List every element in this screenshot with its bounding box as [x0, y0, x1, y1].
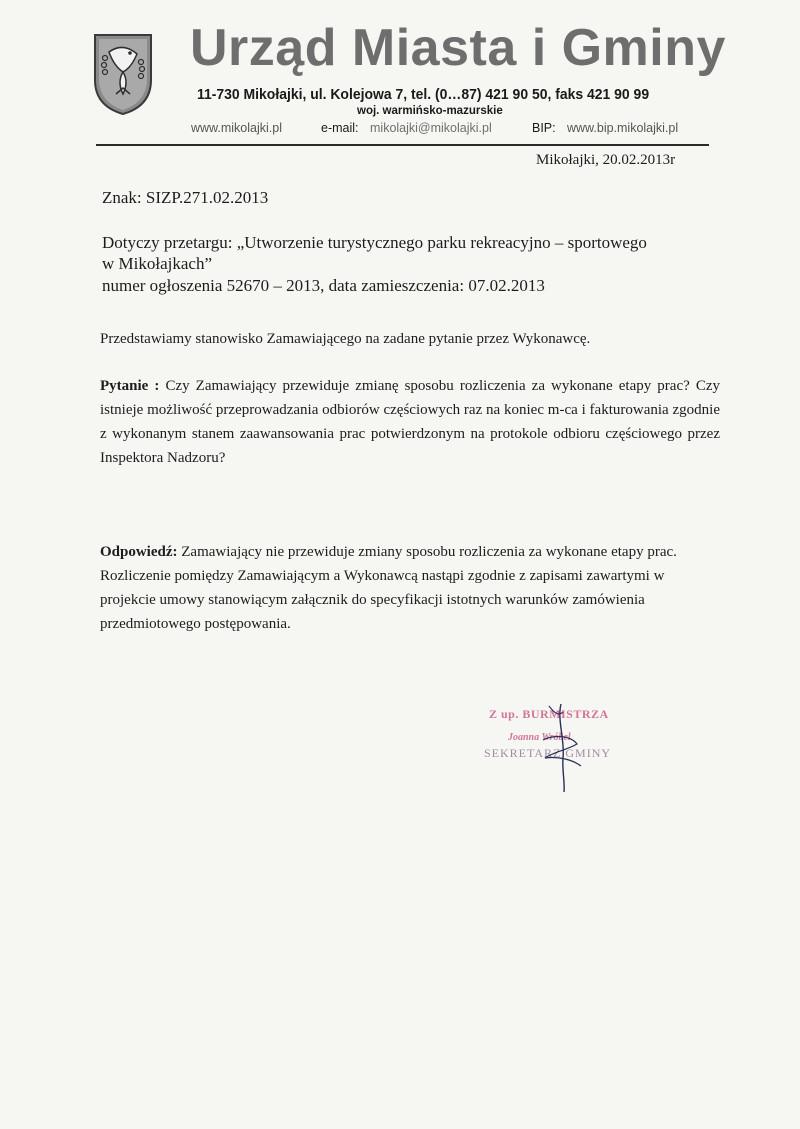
intro-paragraph: Przedstawiamy stanowisko Zamawiającego na zadane pytanie przez Wykonawcę. [100, 331, 591, 347]
stamp-signatory-title: SEKRETARZ GMINY [484, 746, 612, 760]
header-divider [96, 144, 709, 146]
answer-paragraph [100, 540, 705, 636]
org-region: woj. warmińsko-mazurskie [357, 105, 503, 117]
email-label: e-mail: [321, 121, 359, 135]
answer-text: Zamawiający nie przewiduje zmiany sposobu rozliczenia za wykonane etapy prac. Rozliczenie pomiędzy Zamawiającym a Wykonawcą nastąpi zgodnie z zapisami zawartymi w projekcie umowy stanowiącym załącznik do specyfikacji istotnych warunków zamówienia przedmiotowego postępowania. [100, 544, 677, 632]
bip-label: BIP: [532, 121, 556, 135]
email-link[interactable]: mikolajki@mikolajki.pl [370, 121, 492, 135]
question-paragraph [100, 374, 720, 470]
handwritten-signature [505, 700, 605, 795]
org-name: Urząd Miasta i Gminy [190, 19, 726, 77]
stamp-signatory-name: Joanna Wróbel [508, 732, 571, 743]
question-label: Pytanie : [100, 378, 160, 394]
subject-line-2: w Mikołajkach” [102, 254, 212, 273]
stamp-authority-line: Z up. BURMISTRZA [489, 707, 609, 721]
website-link[interactable]: www.mikolajki.pl [191, 121, 282, 135]
subject-line-3: numer ogłoszenia 52670 – 2013, data zamieszczenia: 07.02.2013 [102, 276, 545, 295]
bip-link[interactable]: www.bip.mikolajki.pl [567, 121, 679, 135]
subject-line-1: Dotyczy przetargu: „Utworzenie turystycznego parku rekreacyjno – sportowego [102, 233, 647, 252]
org-address: 11-730 Mikołajki, ul. Kolejowa 7, tel. (0…87) 421 90 50, faks 421 90 99 [197, 86, 650, 103]
coat-of-arms-fish-icon [92, 32, 154, 116]
letter-date: Mikołajki, 20.02.2013r [536, 152, 676, 168]
question-text: Czy Zamawiający przewiduje zmianę sposobu rozliczenia za wykonane etapy prac? Czy istnieje możliwość przeprowadzania odbiorów częściowych raz na koniec m-ca i fakturowania zgodnie z wykonanym stanem zaawansowania prac potwierdzonym na protokole odbioru częściowego przez Inspektora Nadzoru? [100, 378, 720, 466]
reference-number: Znak: SIZP.271.02.2013 [102, 188, 269, 207]
answer-label: Odpowiedź: [100, 544, 178, 560]
